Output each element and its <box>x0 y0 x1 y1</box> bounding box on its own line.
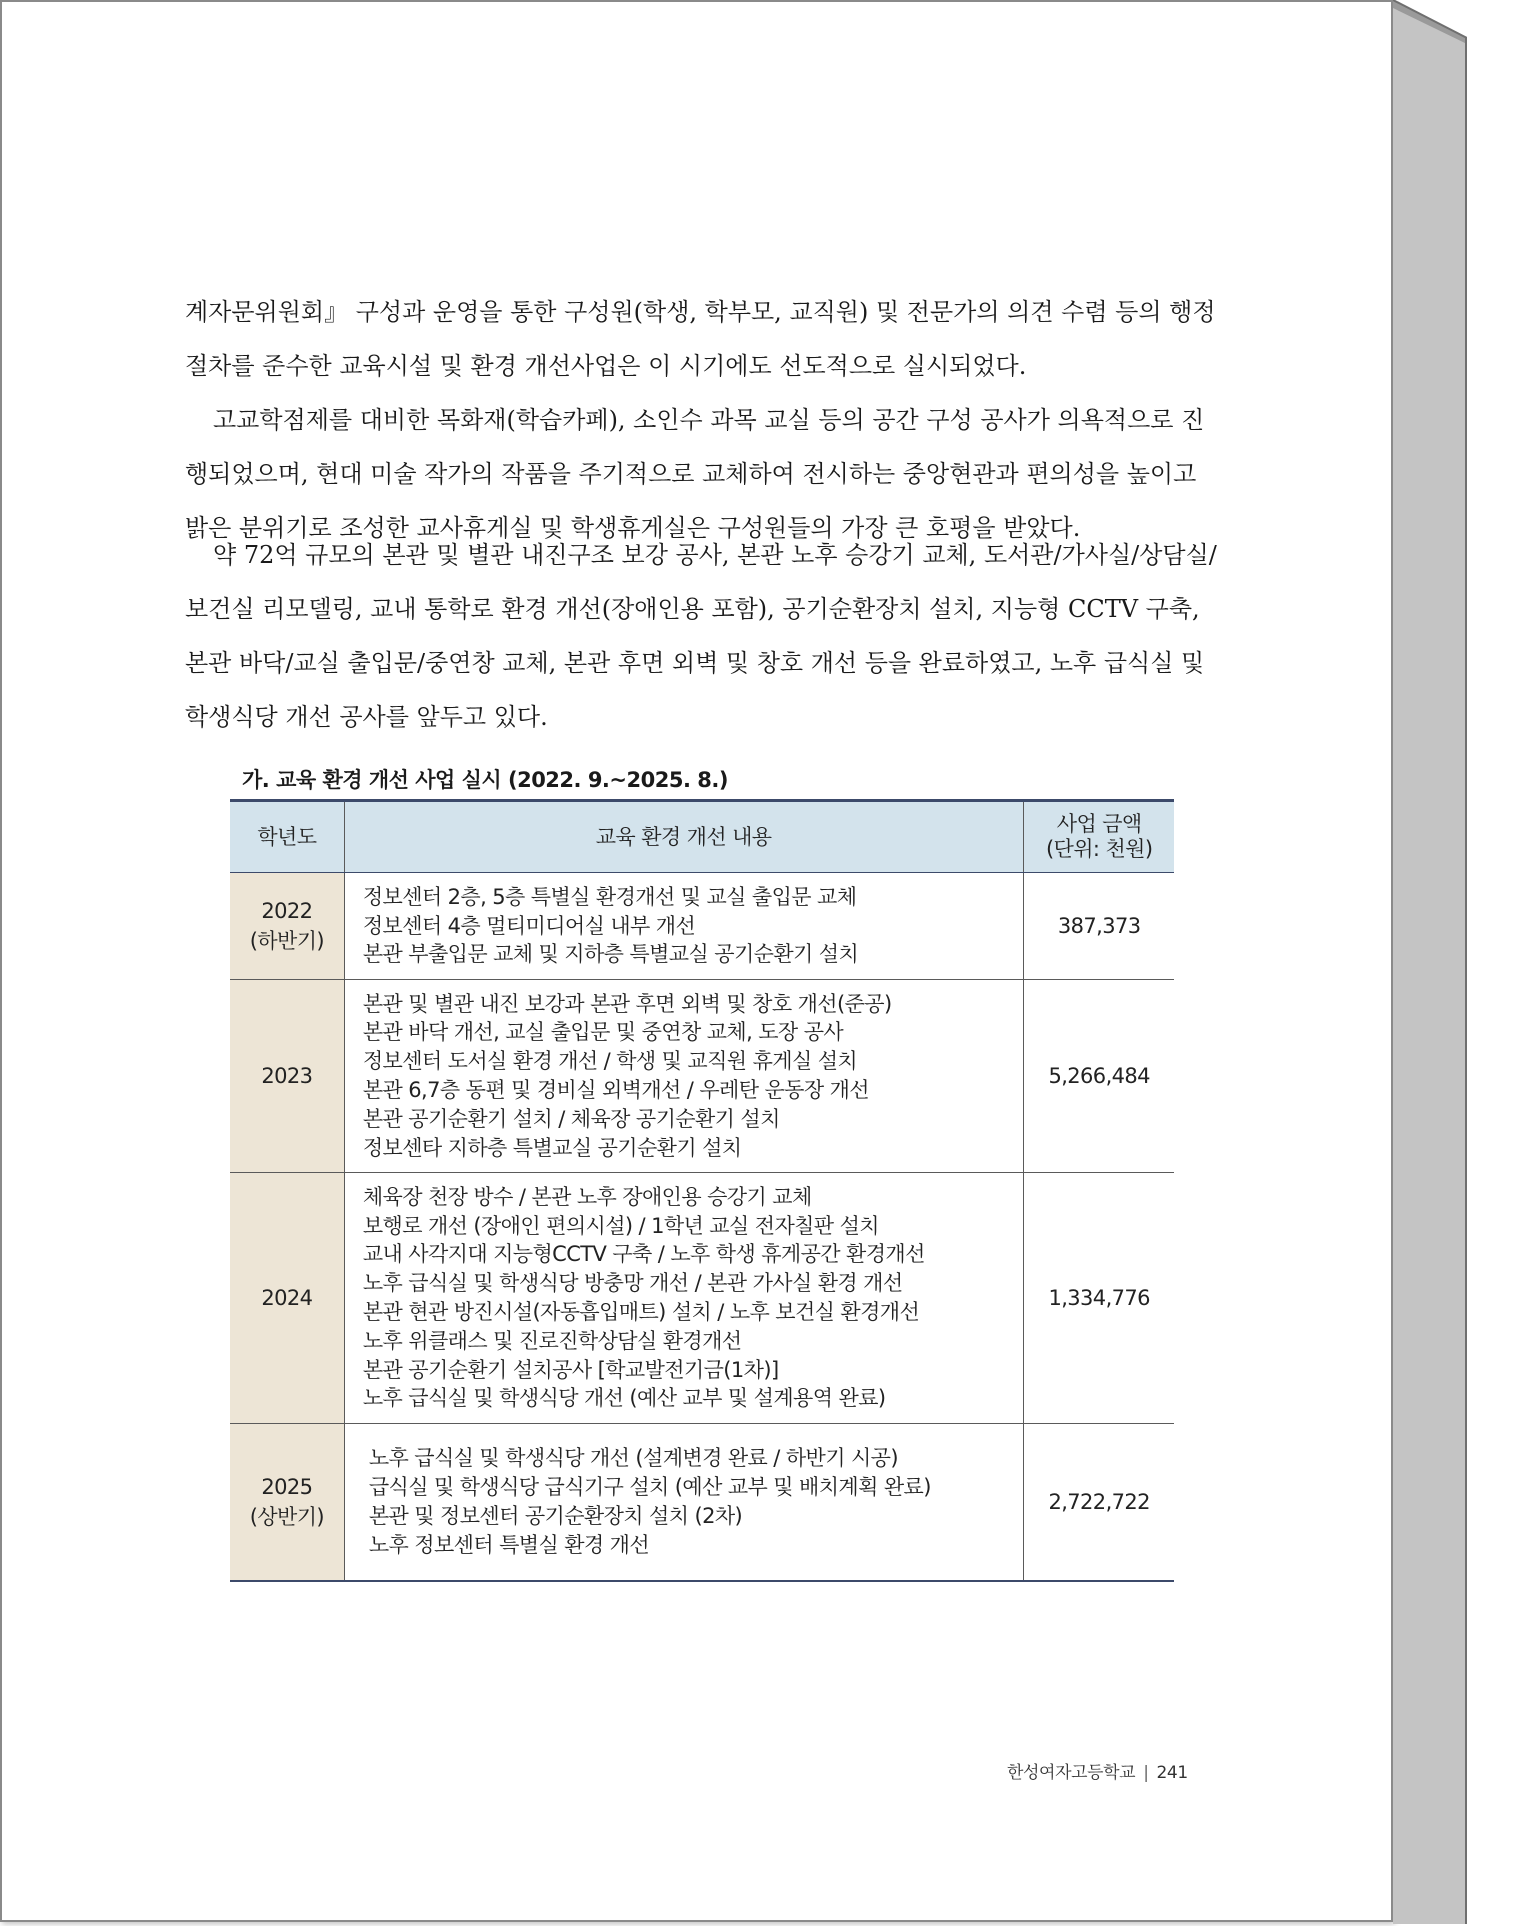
table-header-row <box>230 801 1174 873</box>
content-item: 정보센터 4층 멀티미디어실 내부 개선 <box>362 913 696 938</box>
body-paragraph-2-text: 고교학점제를 대비한 목화재(학습카페), 소인수 과목 교실 등의 공간 구성 공사가 의욕적으로 진행되었으며, 현대 미술 작가의 작품을 주기적으로 교체하여 전시하는 중앙현관과 편의성을 높이고 밝은 분위기로 조성한 교사휴게실 및 학생휴게실은 구성원들의 가장 큰 호평을 받았다. <box>185 406 1205 542</box>
table-row <box>230 1173 1174 1424</box>
header-content: 교육 환경 개선 내용 <box>344 801 1024 873</box>
content-item: 본관 바닥 개선, 교실 출입문 및 중연창 교체, 도장 공사 <box>362 1020 844 1045</box>
content-item: 본관 및 별관 내진 보강과 본관 후면 외벽 및 창호 개선(준공) <box>362 991 892 1016</box>
footer-separator: | <box>1143 1763 1149 1783</box>
content-item: 노후 급식실 및 학생식당 개선 (설계변경 완료 / 하반기 시공) <box>368 1446 898 1471</box>
body-paragraph-1 <box>185 285 1220 393</box>
header-amount-unit: (단위: 천원) <box>1045 837 1153 861</box>
content-cell <box>344 873 1024 980</box>
content-item: 본관 부출입문 교체 및 지하층 특별교실 공기순환기 설치 <box>362 942 859 967</box>
improvement-table <box>230 799 1174 1582</box>
content-item: 노후 급식실 및 학생식당 방충망 개선 / 본관 가사실 환경 개선 <box>362 1271 903 1296</box>
book-page-stack-edge <box>1393 0 1467 1924</box>
content-item: 체육장 천장 방수 / 본관 노후 장애인용 승강기 교체 <box>362 1184 812 1209</box>
content-item: 급식실 및 학생식당 급식기구 설치 (예산 교부 및 배치계획 완료) <box>368 1474 931 1499</box>
content-cell <box>344 1173 1024 1424</box>
year-label: 2025 <box>261 1474 313 1499</box>
amount-cell: 387,373 <box>1024 873 1174 980</box>
content-item: 본관 6,7층 동편 및 경비실 외벽개선 / 우레탄 운동장 개선 <box>362 1078 869 1102</box>
content-item: 본관 공기순환기 설치공사 [학교발전기금(1차)] <box>362 1357 779 1382</box>
year-cell <box>230 980 344 1173</box>
amount-cell: 2,722,722 <box>1024 1424 1174 1581</box>
period-label: (상반기) <box>249 1504 325 1529</box>
content-item: 정보센터 2층, 5층 특별실 환경개선 및 교실 출입문 교체 <box>362 884 857 909</box>
year-cell <box>230 873 344 980</box>
header-amount <box>1024 801 1174 873</box>
header-year: 학년도 <box>230 801 344 873</box>
table-row <box>230 980 1174 1173</box>
content-item: 본관 및 정보센터 공기순환장치 설치 (2차) <box>368 1503 743 1528</box>
content-item: 노후 위클래스 및 진로진학상담실 환경개선 <box>362 1328 742 1353</box>
content-item: 정보센타 지하층 특별교실 공기순환기 설치 <box>362 1135 742 1160</box>
body-paragraph-3-text: 약 72억 규모의 본관 및 별관 내진구조 보강 공사, 본관 노후 승강기 교체, 도서관/가사실/상담실/보건실 리모델링, 교내 통학로 환경 개선(장애인용 포함), 공기순환장치 설치, 지능형 CCTV 구축, 본관 바닥/교실 출입문/중연창 교체, 본관 후면 외벽 및 창호 개선 등을 완료하였고, 노후 급식실 및 학생식당 개선 공사를 앞두고 있다. <box>185 541 1217 731</box>
table-row <box>230 1424 1174 1581</box>
body-paragraph-3 <box>185 528 1220 744</box>
year-label: 2023 <box>261 1064 313 1088</box>
content-item: 보행로 개선 (장애인 편의시설) / 1학년 교실 전자칠판 설치 <box>362 1213 879 1238</box>
table-title: 가. 교육 환경 개선 사업 실시 (2022. 9.~2025. 8.) <box>242 768 728 792</box>
amount-cell: 1,334,776 <box>1024 1173 1174 1424</box>
year-label: 2024 <box>261 1286 313 1310</box>
header-amount-label: 사업 금액 <box>1056 812 1142 836</box>
year-cell <box>230 1173 344 1424</box>
content-item: 노후 급식실 및 학생식당 개선 (예산 교부 및 설계용역 완료) <box>362 1386 886 1411</box>
page-footer <box>1007 1758 1188 1783</box>
year-label: 2022 <box>261 899 313 923</box>
period-label: (하반기) <box>249 929 325 953</box>
content-cell <box>344 980 1024 1173</box>
page-number: 241 <box>1156 1763 1188 1783</box>
footer-school-name: 한성여자고등학교 <box>1007 1763 1136 1783</box>
content-item: 교내 사각지대 지능형CCTV 구축 / 노후 학생 휴게공간 환경개선 <box>362 1242 925 1267</box>
content-item: 정보센터 도서실 환경 개선 / 학생 및 교직원 휴게실 설치 <box>362 1049 858 1074</box>
year-cell <box>230 1424 344 1581</box>
content-item: 본관 현관 방진시설(자동흡입매트) 설치 / 노후 보건실 환경개선 <box>362 1300 920 1324</box>
amount-cell: 5,266,484 <box>1024 980 1174 1173</box>
body-paragraph-1-text: 계자문위원회』 구성과 운영을 통한 구성원(학생, 학부모, 교직원) 및 전문가의 의견 수렴 등의 행정절차를 준수한 교육시설 및 환경 개선사업은 이 시기에도 선도적으로 실시되었다. <box>185 298 1216 380</box>
content-cell <box>344 1424 1024 1581</box>
table-row <box>230 873 1174 980</box>
content-item: 본관 공기순환기 설치 / 체육장 공기순환기 설치 <box>362 1106 780 1131</box>
content-item: 노후 정보센터 특별실 환경 개선 <box>368 1532 650 1557</box>
